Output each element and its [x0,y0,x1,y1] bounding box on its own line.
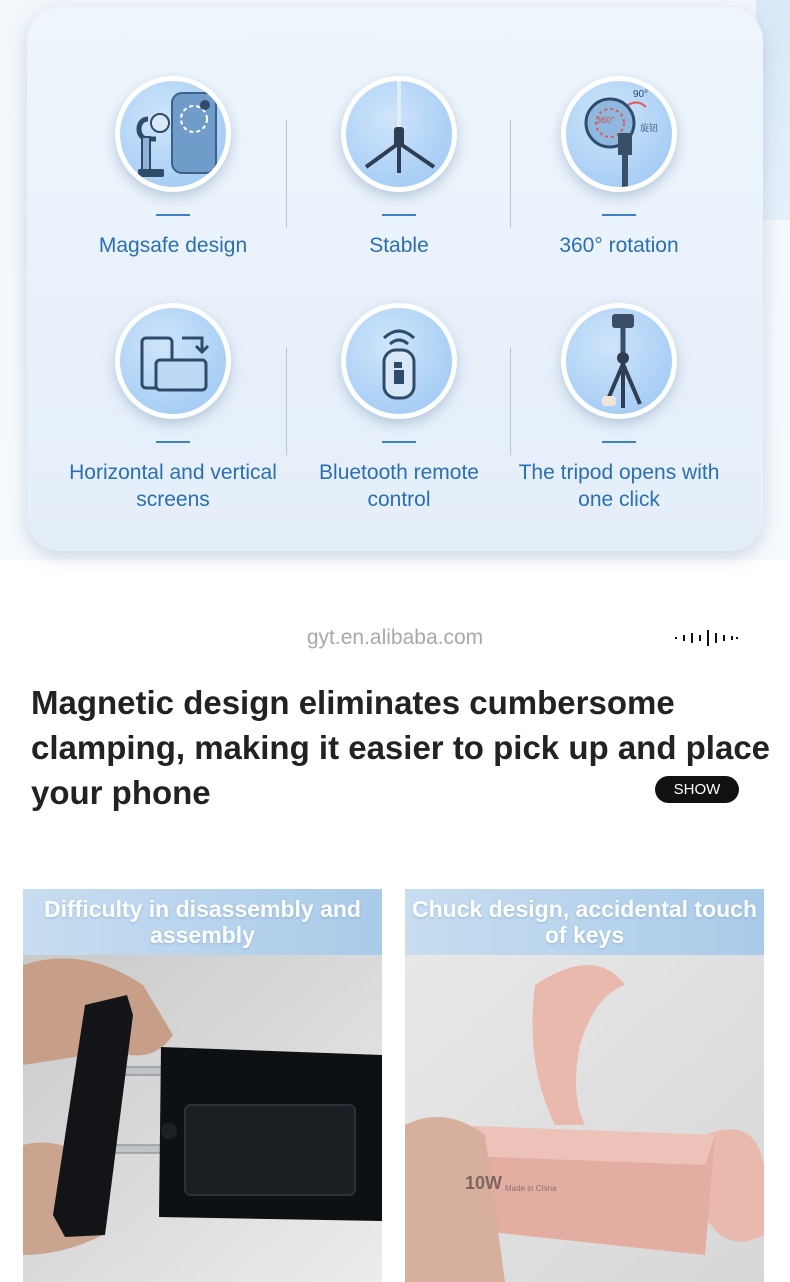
feature-dash [602,214,636,216]
show-button[interactable]: SHOW [655,776,739,803]
rotate-screen-icon [120,308,226,414]
feature-icon-frame [341,76,457,192]
knob-label: 旋钮 [640,123,659,133]
angle-label: 360° [596,115,615,125]
feature-dash [382,441,416,443]
column-divider [286,120,287,228]
photo-banner [23,889,382,955]
pink-chuck-photo [405,955,764,1282]
tripod-icon [346,81,452,187]
magsafe-holder-icon [120,81,226,187]
feature-label: Horizontal and vertical screens [69,461,277,511]
column-divider [510,120,511,228]
feature-label: Stable [369,234,429,257]
feature-label: The tripod opens with one click [518,461,720,511]
black-clamp-photo [23,955,382,1282]
comparison-photo-clamp [23,889,382,1282]
column-divider [286,347,287,455]
feature-icon-frame [561,76,677,192]
headline: Magnetic design eliminates cumbersome clamping, making it easier to pick up and place your phone [31,684,771,811]
photo-banner [405,889,764,955]
feature-icon-frame [115,303,231,419]
feature-dash [156,441,190,443]
feature-dash [602,441,636,443]
rotation-mount-icon [566,81,672,187]
photo-caption: Difficulty in disassembly and assembly [44,896,361,948]
feature-label: 360° rotation [559,234,679,257]
feature-icon-frame [115,76,231,192]
column-divider [510,347,511,455]
feature-icon-frame [561,303,677,419]
feature-label: Magsafe design [98,234,248,257]
folding-tripod-icon [566,308,672,414]
comparison-photo-chuck [405,889,764,1282]
feature-icon-frame [341,303,457,419]
feature-label: Bluetooth remote control [319,461,479,511]
angle-label: 90° [633,89,649,100]
chuck-origin-text: Made in China [505,1184,557,1193]
watermark: gyt.en.alibaba.com [306,626,484,649]
chuck-model-text: 10W [465,1173,503,1193]
feature-dash [382,214,416,216]
bluetooth-remote-icon [346,308,452,414]
features-card [27,7,763,551]
photo-caption: Chuck design, accidental touch of keys [411,896,758,948]
audio-wave-icon [673,628,739,648]
feature-dash [156,214,190,216]
